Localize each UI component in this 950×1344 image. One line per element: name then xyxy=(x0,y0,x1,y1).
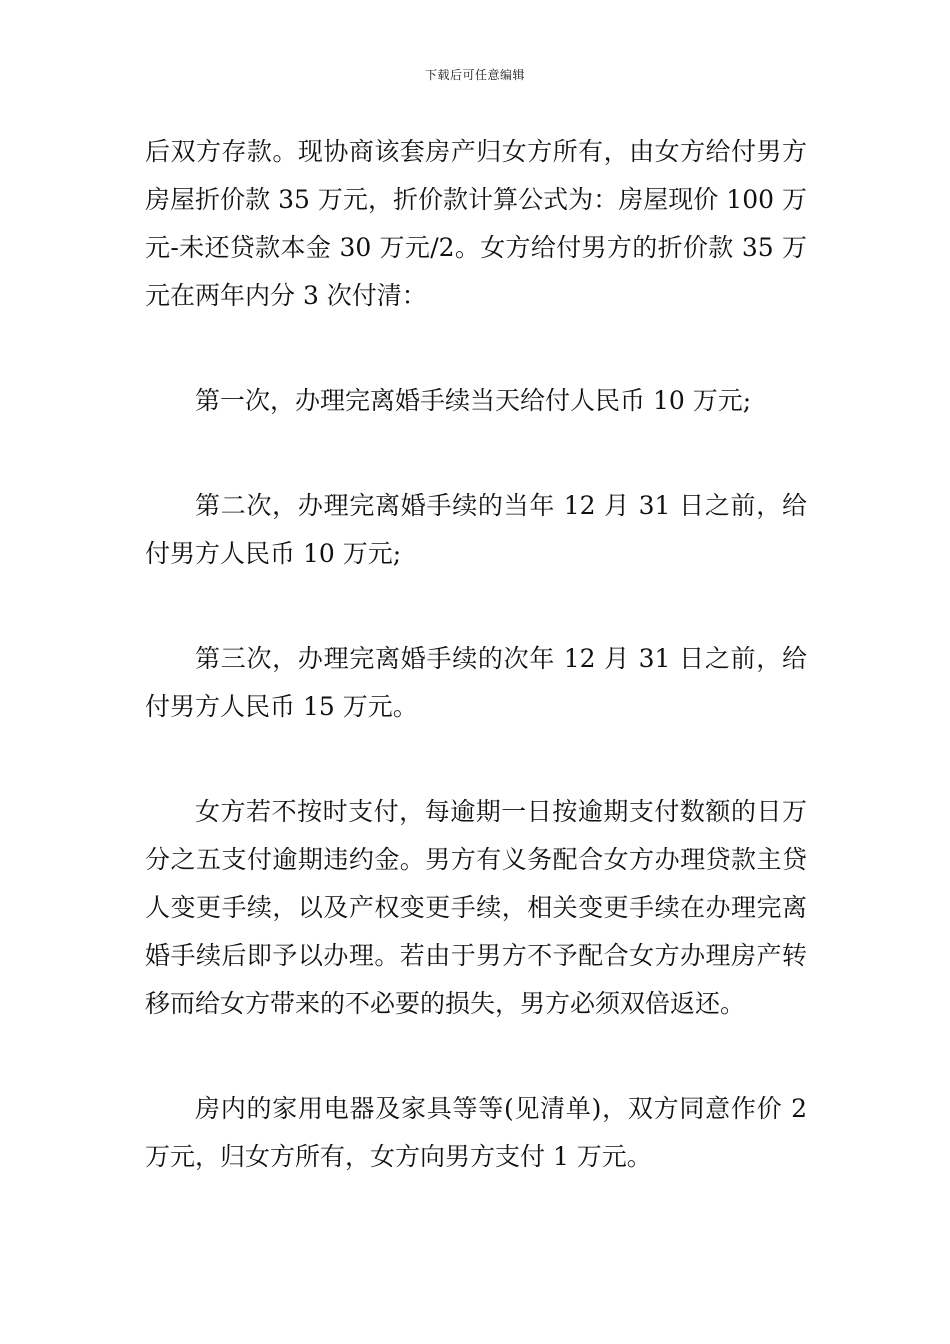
paragraph-first-payment: 第一次，办理完离婚手续当天给付人民币 10 万元; xyxy=(195,386,752,415)
paragraph-late-payment-terms: 女方若不按时支付，每逾期一日按逾期支付数额的日万分之五支付逾期违约金。男方有义务配合女方办理贷款主贷人变更手续，以及产权变更手续，相关变更手续在办理完离婚手续后即予以办理。若由于男方不予配合女方办理房产转移而给女方带来的不必要的损失，男方必须双倍返还。 xyxy=(145,797,807,1018)
paragraph-third-payment: 第三次，办理完离婚手续的次年 12 月 31 日之前，给付男方人民币 15 万元。 xyxy=(145,644,807,721)
paragraph-household-items: 房内的家用电器及家具等等(见清单)，双方同意作价 2 万元，归女方所有，女方向男方支付 1 万元。 xyxy=(145,1094,807,1171)
document-body xyxy=(145,128,807,1238)
paragraph-property-settlement: 后双方存款。现协商该套房产归女方所有，由女方给付男方房屋折价款 35 万元，折价款计算公式为：房屋现价 100 万元-未还贷款本金 30 万元/2。女方给付男方的折价款 35 万元在两年内分 3 次付清： xyxy=(145,137,807,310)
header-note: 下载后可任意编辑 xyxy=(424,68,525,82)
paragraph-second-payment: 第二次，办理完离婚手续的当年 12 月 31 日之前，给付男方人民币 10 万元; xyxy=(145,491,807,568)
